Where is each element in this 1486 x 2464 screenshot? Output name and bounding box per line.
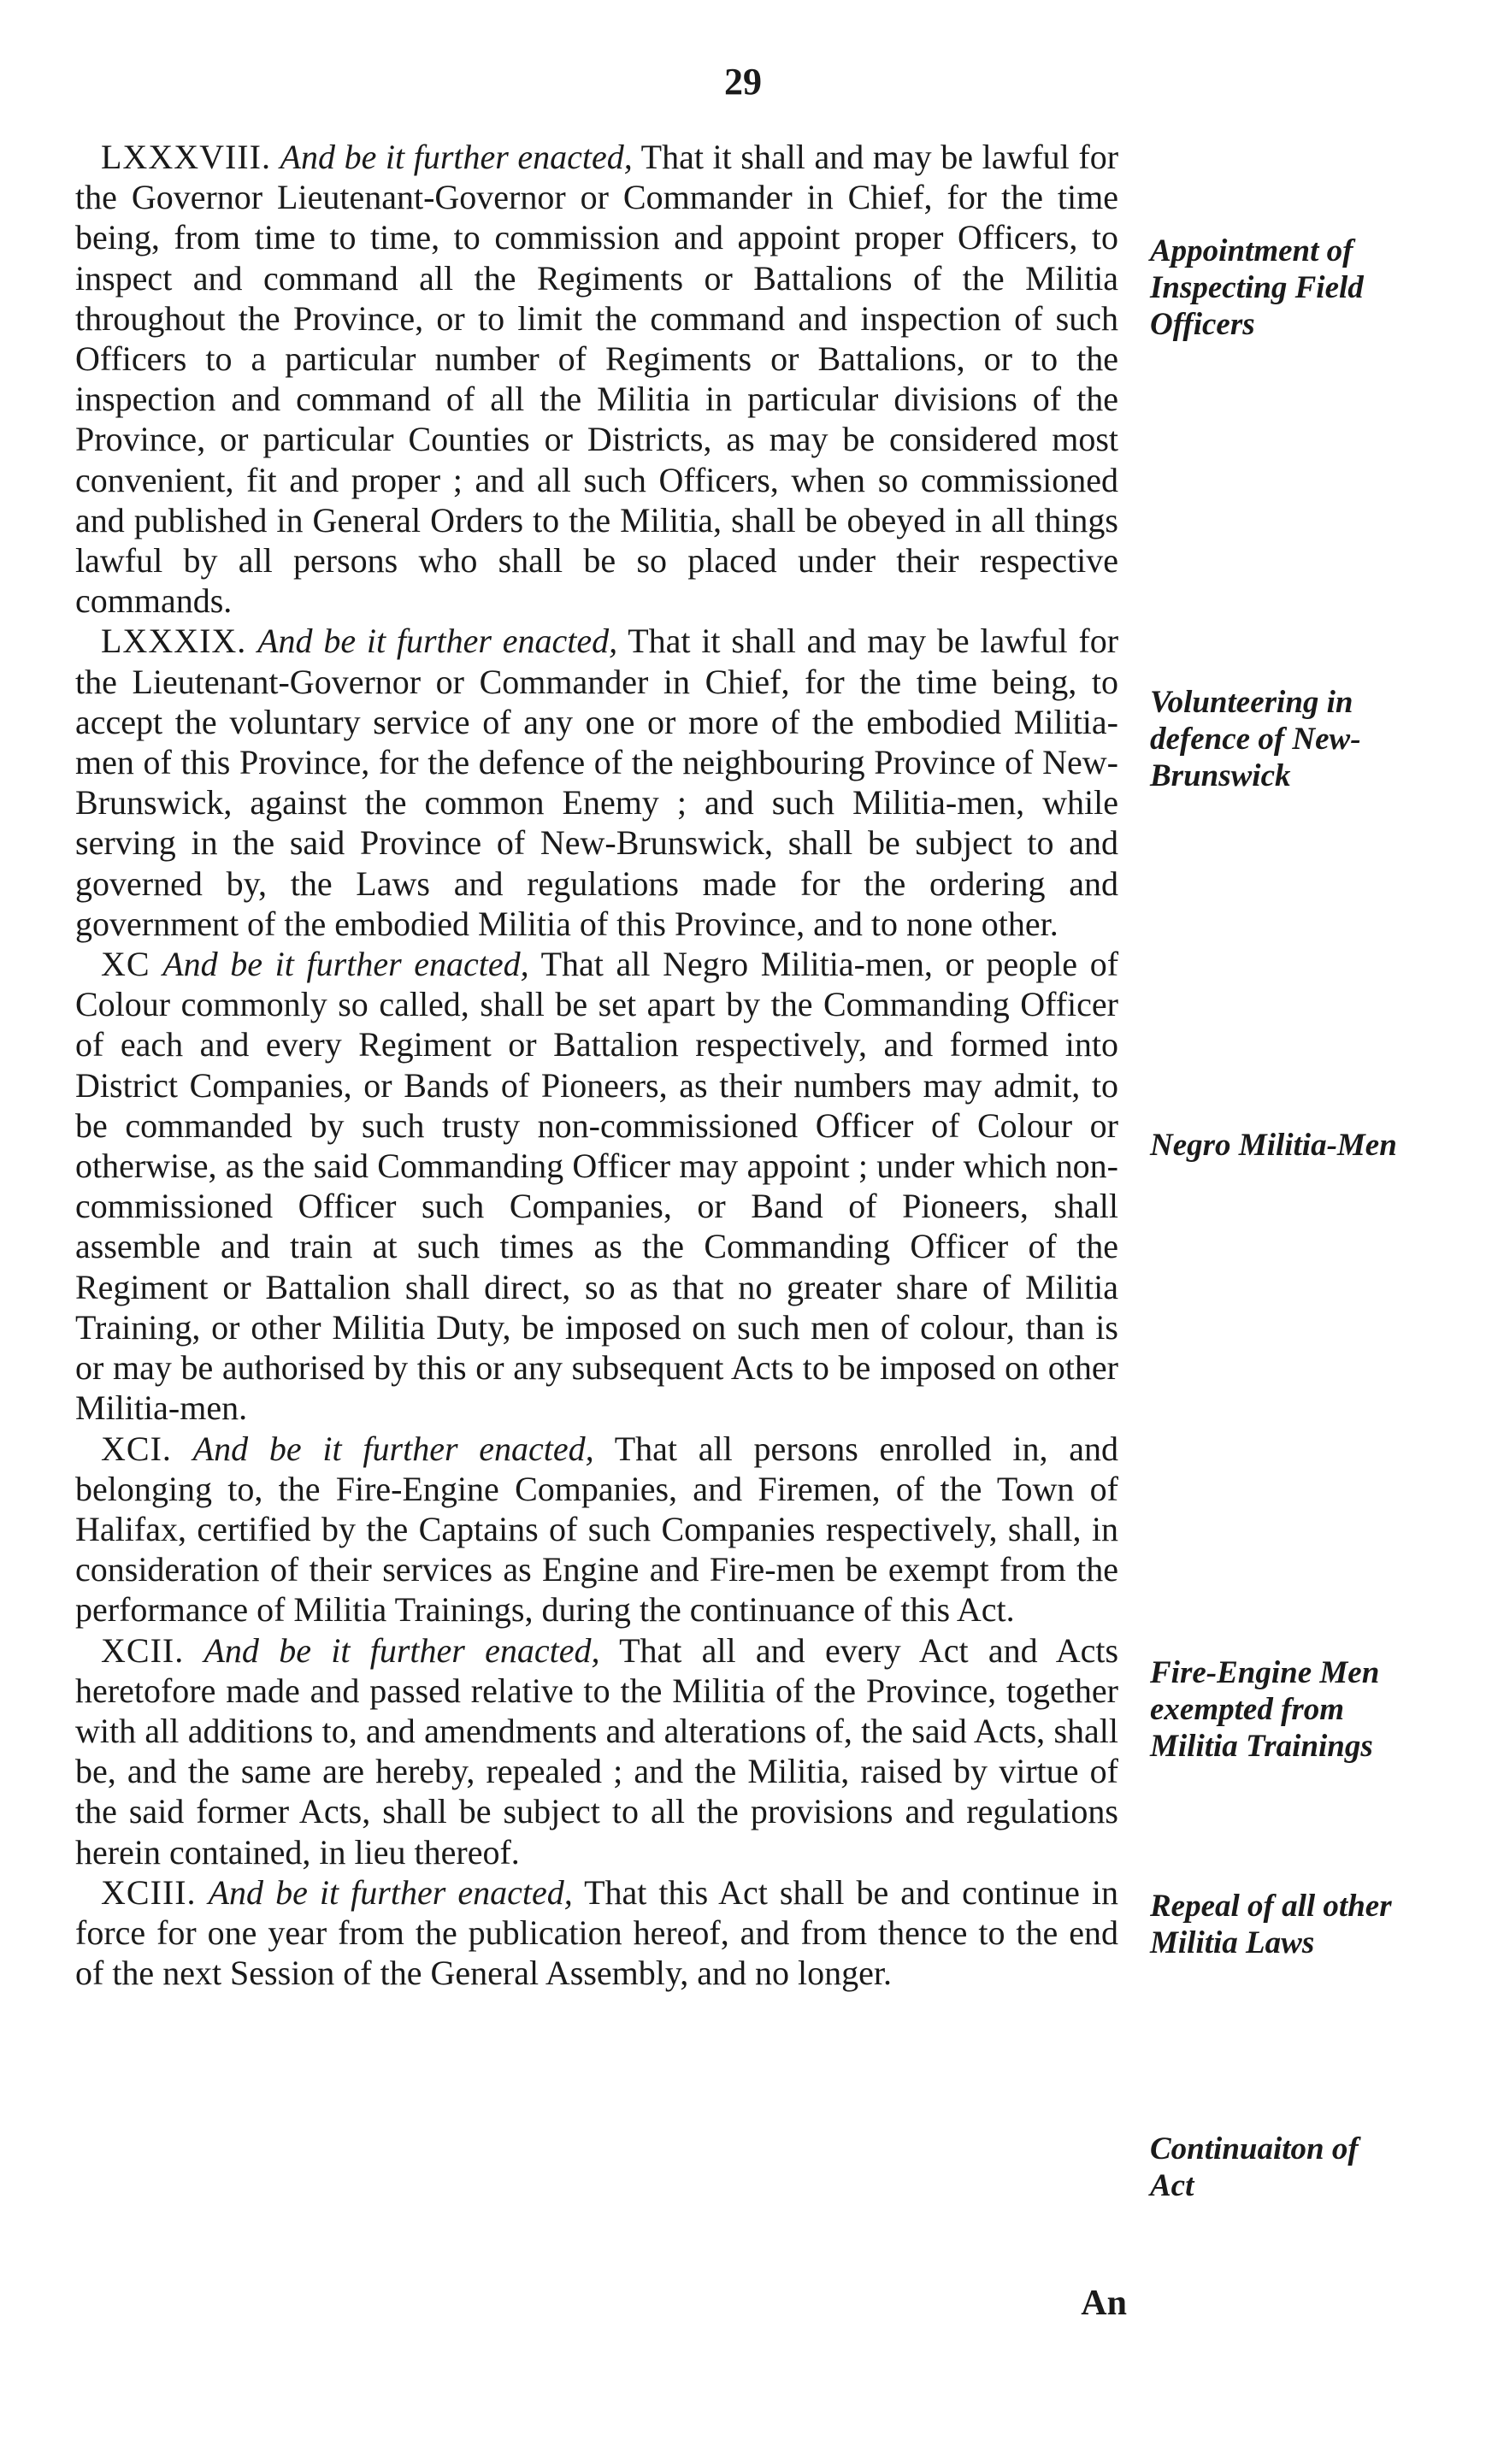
enacting-clause: And be it further enacted, — [257, 622, 618, 661]
margin-note-inspecting-officers: Appointment of Inspecting Field Officers — [1150, 233, 1364, 342]
section-number: LXXXVIII. — [101, 138, 271, 176]
section-lxxxviii — [75, 137, 1118, 621]
main-text — [75, 137, 1118, 1993]
section-number: XCIII. — [101, 1872, 197, 1912]
margin-note-new-brunswick: Volunteering in defence of New-Brunswick — [1150, 685, 1361, 793]
section-xciii — [75, 1872, 1118, 1994]
section-xcii — [75, 1630, 1118, 1872]
catchword: An — [1081, 2284, 1127, 2323]
section-text: That all Negro Militia-men, or people of Colour commonly so called, shall be set apart by the Commanding Officer of each and every Regiment or Battalion respectively, and formed into District Companies, or Bands of Pioneers, as their numbers may admit, to be commanded by such trusty non-commissioned Officer of Colour or otherwise, as the said Commanding Officer may appoint ; under which non-commissioned Officer such Companies, or Band of Pioneers, shall assemble and train at such times as the Commanding Officer of the Regiment or Battalion shall direct, so as that no greater share of Militia Training, or other Militia Duty, be imposed on such men of colour, than is or may be authorised by this or any subsequent Acts to be imposed on other Militia-men. — [75, 945, 1119, 1428]
section-text: That all persons enrolled in, and belonging to, the Fire-Engine Companies, and Firemen, of the Town of Halifax, certified by the Captains of such Companies respectively, shall, in consideration of their services as Engine and Fire-men be exempt from the performance of Militia Trainings, during the continuance of this Act. — [75, 1429, 1119, 1630]
enacting-clause: And be it further enacted, — [192, 1429, 594, 1468]
section-xci — [75, 1429, 1118, 1630]
section-text: That this Act shall be and continue in force for one year from the publication hereof, and from thence to the end of the next Session of the General Assembly, and no longer. — [75, 1872, 1119, 1993]
margin-note-negro-militia: Negro Militia-Men — [1150, 1128, 1397, 1163]
section-number: XCII. — [101, 1630, 185, 1670]
section-number: XC — [101, 945, 150, 984]
enacting-clause: And be it further enacted, — [203, 1630, 600, 1670]
section-number: XCI. — [101, 1429, 172, 1468]
enacting-clause: And be it further enacted, — [208, 1872, 573, 1912]
margin-note-fire-engine: Fire-Engine Men exempted from Militia Trainings — [1150, 1655, 1380, 1764]
section-text: That it shall and may be lawful for the Lieutenant-Governor or Commander in Chief, for the time being, to accept the voluntary service of any one or more of the embodied Militia-men of this Province, for the defence of the neighbouring Province of New-Brunswick, against the common Enemy ; and such Militia-men, while serving in the said Province of New-Brunswick, shall be subject to and governed by, the Laws and regulations made for the ordering and government of the embodied Militia of this Province, and to none other. — [75, 622, 1119, 943]
section-text: That all and every Act and Acts heretofore made and passed relative to the Militia of the Province, together with all additions to, and amendments and alterations of, the said Acts, shall be, and the same are hereby, repealed ; and the Militia, raised by virtue of the said former Acts, shall be subject to all the provisions and regulations herein contained, in lieu thereof. — [75, 1630, 1119, 1872]
enacting-clause: And be it further enacted, — [162, 945, 529, 984]
margin-note-repeal: Repeal of all other Militia Laws — [1150, 1889, 1392, 1960]
section-text: That it shall and may be lawful for the Governor Lieutenant-Governor or Commander in Chief, for the time being, from time to time, to commission and appoint proper Officers, to inspect and command all the Regiments or Battalions of the Militia throughout the Province, or to limit the command and inspection of such Officers to a particular number of Regiments or Battalions, or to the inspection and command of all the Militia in particular divisions of the Province, or particular Counties or Districts, as may be considered most convenient, fit and proper ; and all such Officers, when so commissioned and published in General Orders to the Militia, shall be obeyed in all things lawful by all persons who shall be so placed under their respective commands. — [75, 138, 1119, 621]
section-xc — [75, 944, 1118, 1428]
section-number: LXXXIX. — [101, 622, 247, 661]
enacting-clause: And be it further enacted, — [280, 138, 633, 176]
section-lxxxix — [75, 621, 1118, 944]
margin-note-continuation: Continuaiton of Act — [1150, 2131, 1359, 2203]
page-number: 29 — [724, 61, 762, 103]
